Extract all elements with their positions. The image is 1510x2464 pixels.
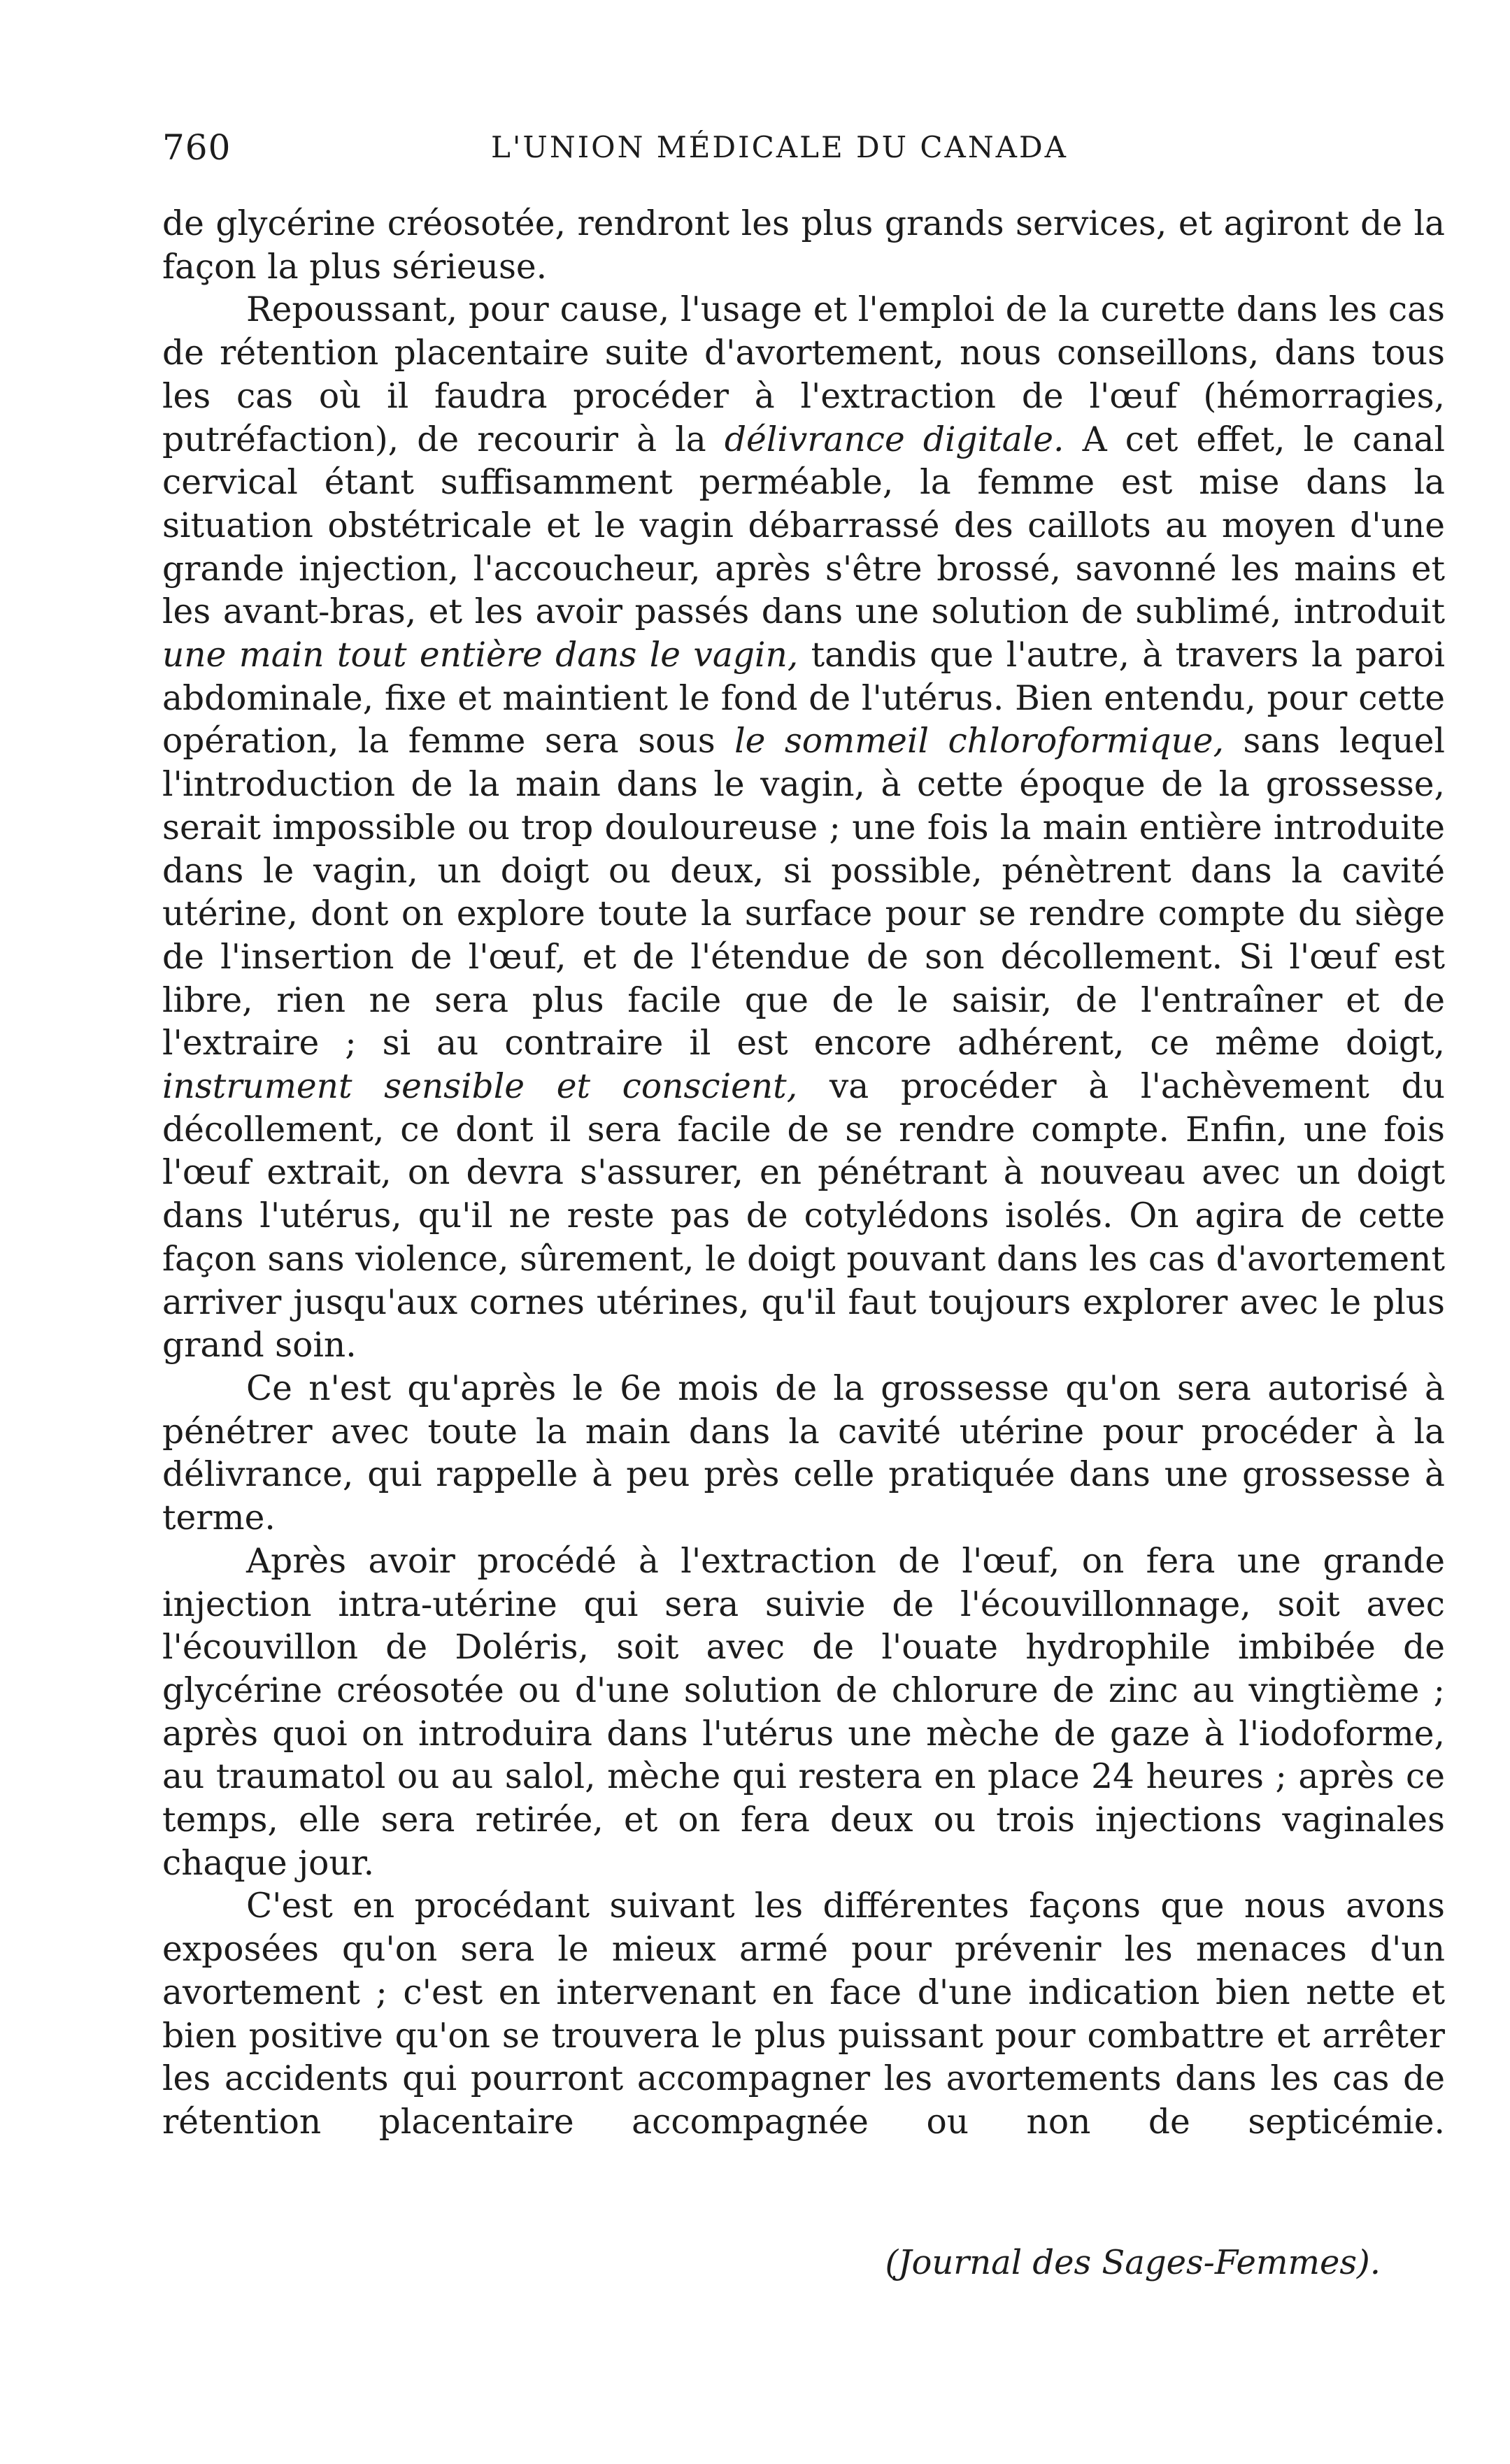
page-number: 760 bbox=[162, 127, 232, 168]
italic-segment: instrument sensible et conscient, bbox=[162, 1067, 798, 1107]
text-segment: A cet effet, le canal cervical étant suffisamment perméable, la femme est mise dans la situation obstétricale et le vagin débarrassé des caillots au moyen d'une grande injection, l'accoucheur, après s'être brossé, savonné les mains et les avant-bras, et les avoir passés dans une solution de sublimé, introduit bbox=[162, 420, 1446, 632]
text-segment: Après avoir procédé à l'extraction de l'œuf, on fera une grande injection intra-utérine qui sera suivie de l'écouvillonnage, soit avec l'écouvillon de Doléris, soit avec de l'ouate hydrophile imbibée de glycérine créosotée ou d'une solution de chlorure de zinc au vingtième ; après quoi on introduira dans l'utérus une mèche de gaze à l'iodoforme, au traumatol ou au salol, mèche qui restera en place 24 heures ; après ce temps, elle sera retirée, et on fera deux ou trois injections vaginales chaque jour. bbox=[162, 1541, 1445, 1883]
text-segment: Ce n'est qu'après le 6e mois de la grossesse qu'on sera autorisé à pénétrer avec toute la main dans la cavité utérine pour procéder à la délivrance, qui rappelle à peu près celle pratiquée dans une grossesse à terme. bbox=[162, 1368, 1445, 1538]
text-segment: tandis que l'autre, à travers la paroi abdominale, fixe et maintient le fond de l'utérus. Bien entendu, pour cette opération, la femme sera sous bbox=[162, 636, 1445, 761]
paragraph bbox=[162, 1368, 1445, 1540]
italic-segment: une main tout entière dans le vagin, bbox=[162, 636, 799, 675]
italic-segment: le sommeil chloroformique, bbox=[734, 722, 1224, 761]
text-segment: C'est en procédant suivant les différentes façons que nous avons exposées qu'on sera le mieux armé pour prévenir les menaces d'un avortement ; c'est en intervenant en face d'une indication bien nette et bien positive qu'on se trouvera le plus puissant pour combattre et arrêter les accidents qui pourront accompagner les avortements dans les cas de rétention placentaire accompagnée ou non de septicémie. bbox=[162, 1886, 1445, 2142]
paragraph bbox=[162, 1885, 1445, 2144]
paragraph bbox=[162, 203, 1445, 289]
text-segment: va procéder à l'achèvement du décollement, ce dont il sera facile de se rendre compte. Enfin, une fois l'œuf extrait, on devra s'assurer, en pénétrant à nouveau avec un doigt dans l'utérus, qu'il ne reste pas de cotylédons isolés. On agira de cette façon sans violence, sûrement, le doigt pouvant dans les cas d'avortement arriver jusqu'aux cornes utérines, qu'il faut toujours explorer avec le plus grand soin. bbox=[162, 1067, 1446, 1366]
journal-title: L'UNION MÉDICALE DU CANADA bbox=[491, 130, 1068, 164]
source-citation-text: (Journal des Sages-Femmes). bbox=[885, 2243, 1381, 2282]
italic-segment: délivrance digitale. bbox=[724, 420, 1064, 459]
text-segment: sans lequel l'introduction de la main dans le vagin, à cette époque de la grossesse, serait impossible ou trop douloureuse ; une fois la main entière introduite dans le vagin, un doigt ou deux, si possible, pénètrent dans la cavité utérine, dont on explore toute la surface pour se rendre compte du siège de l'insertion de l'œuf, et de l'étendue de son décollement. Si l'œuf est libre, rien ne sera plus facile que de le saisir, de l'entraîner et de l'extraire ; si au contraire il est encore adhérent, ce même doigt, bbox=[162, 722, 1445, 1063]
article-body bbox=[162, 203, 1445, 2144]
paragraph bbox=[162, 1540, 1445, 1886]
running-head bbox=[162, 127, 1442, 176]
text-segment: de glycérine créosotée, rendront les plus grands services, et agiront de la façon la plus sérieuse. bbox=[162, 204, 1445, 287]
paragraph bbox=[162, 289, 1445, 1368]
text-segment: Repoussant, pour cause, l'usage et l'emploi de la curette dans les cas de rétention placentaire suite d'avortement, nous conseillons, dans tous les cas où il faudra procéder à l'extraction de l'œuf (hémorragies, putréfaction), de recourir à la bbox=[162, 290, 1445, 459]
source-citation bbox=[885, 2243, 1381, 2282]
